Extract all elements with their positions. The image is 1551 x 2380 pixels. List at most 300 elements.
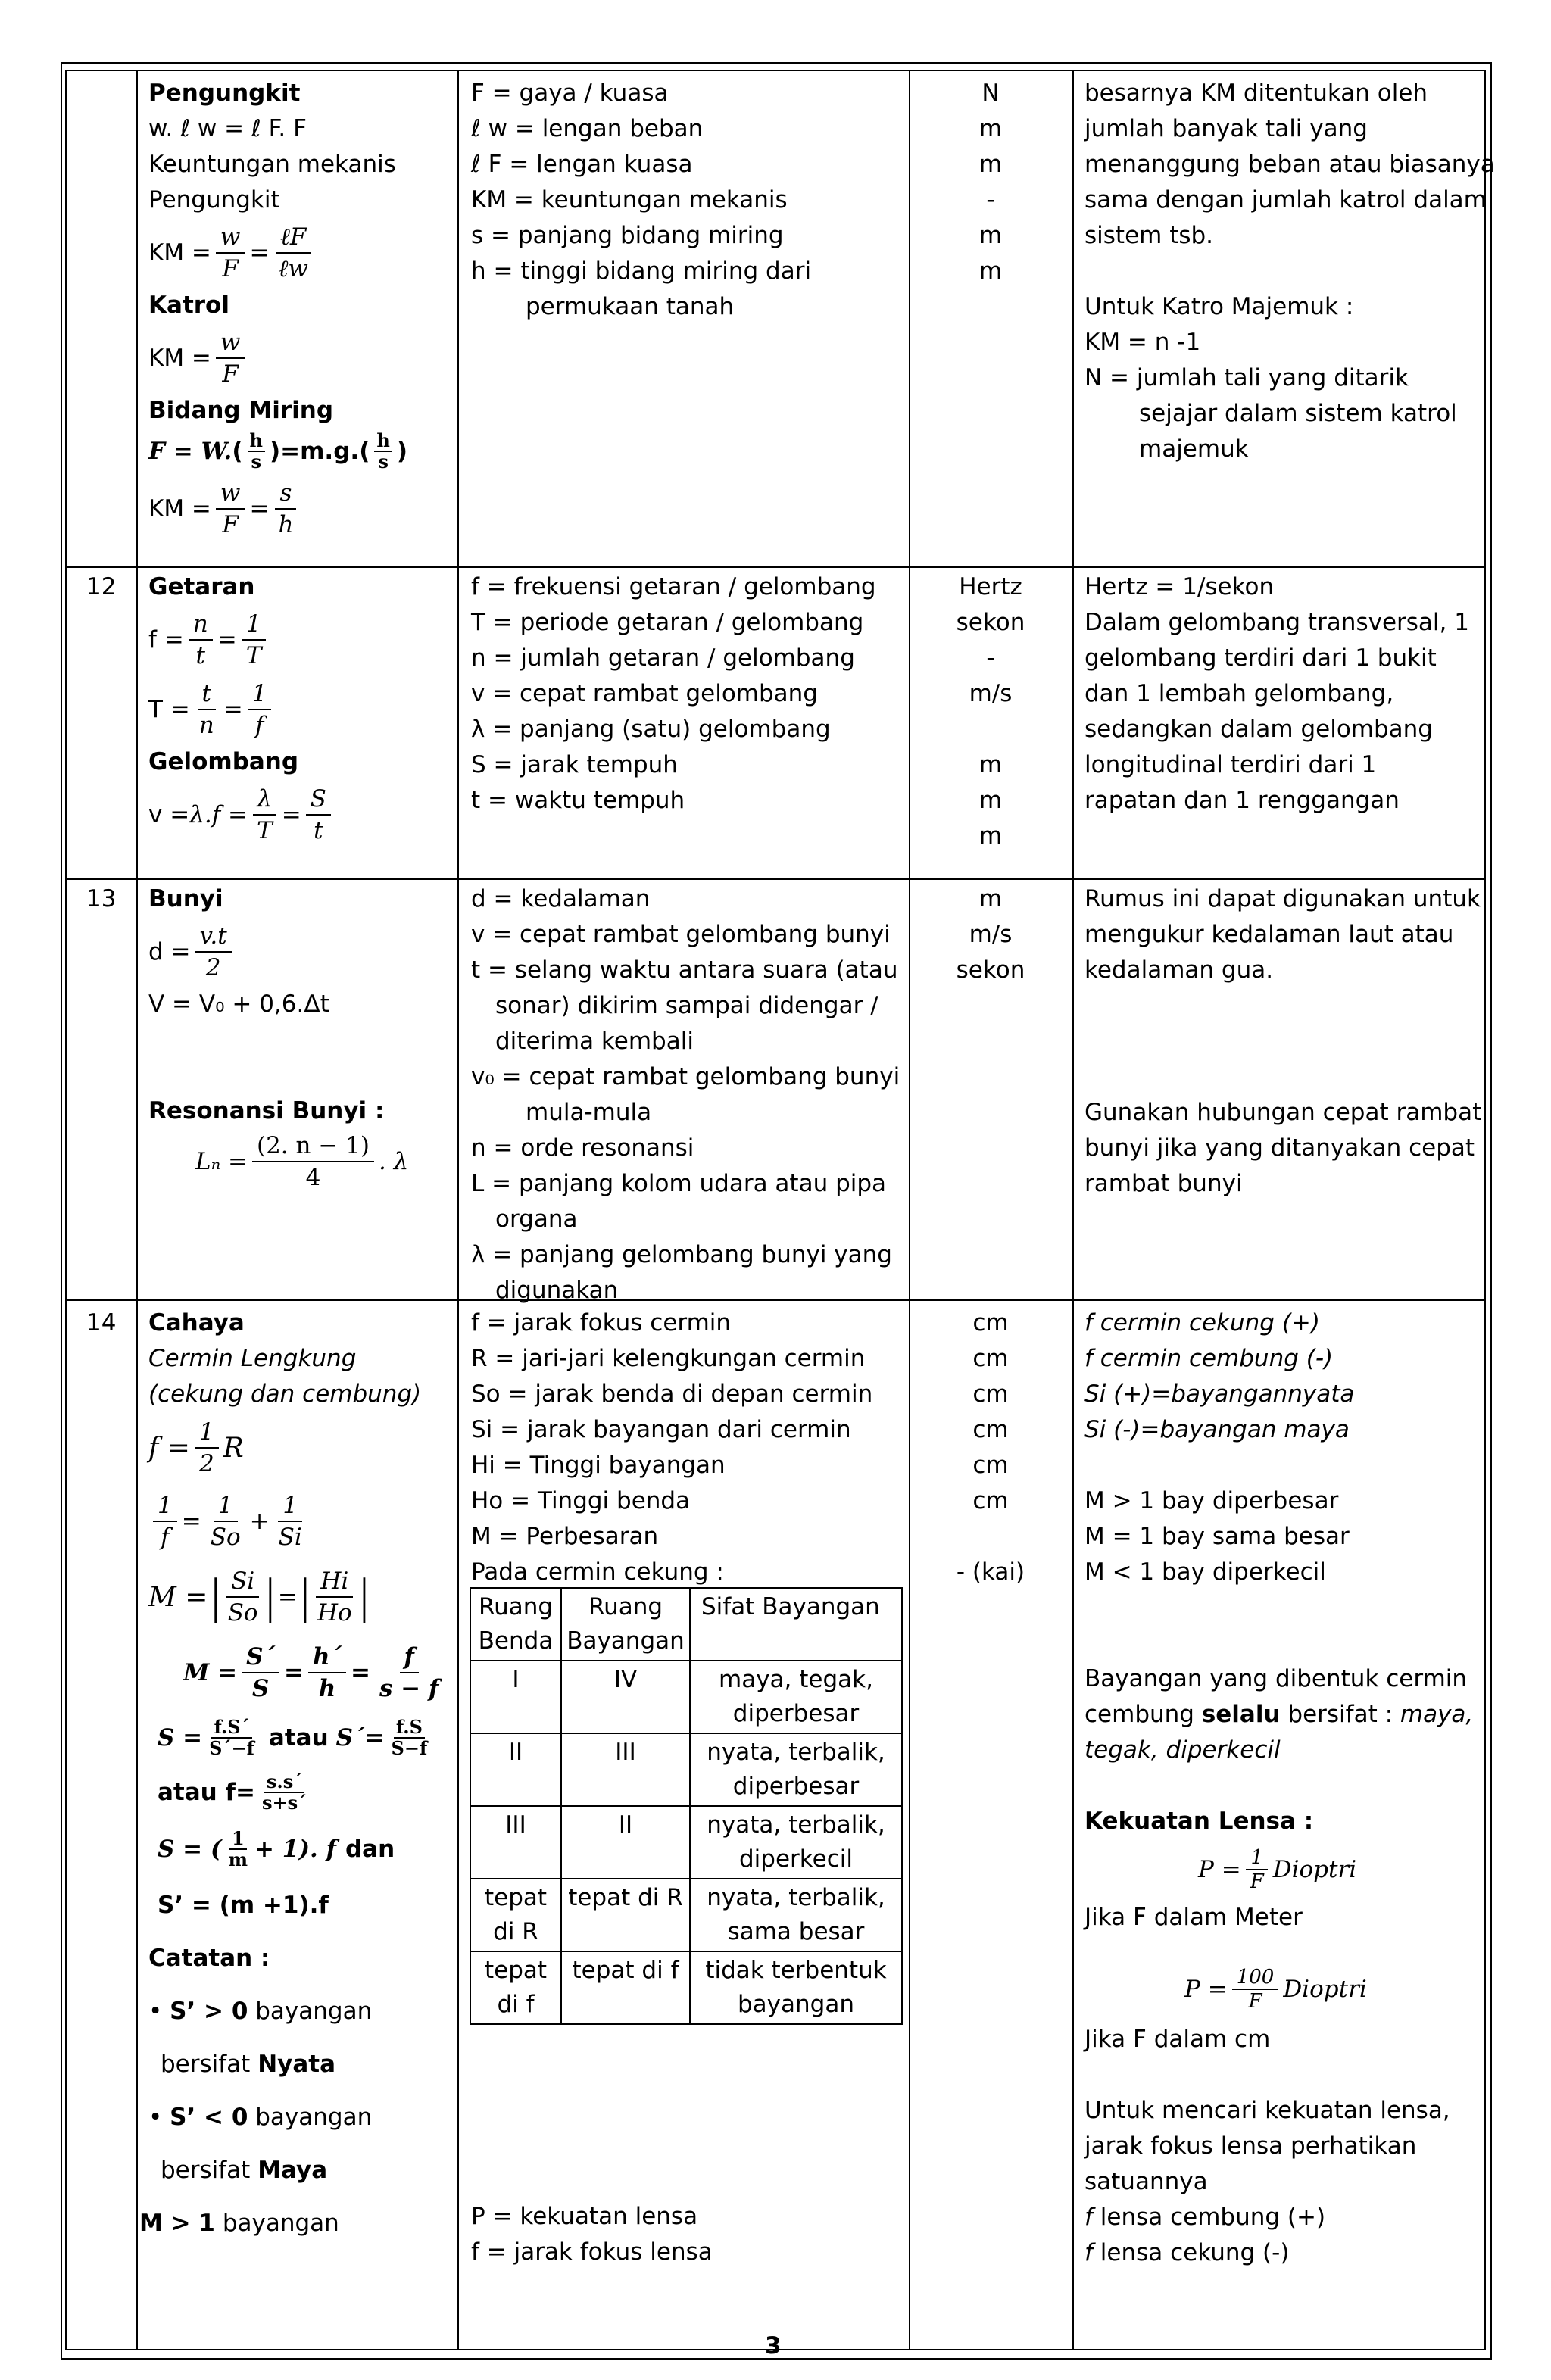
catatan-cond: M > 1 bbox=[139, 2210, 215, 2237]
catatan-text: bayangan bbox=[255, 2104, 373, 2131]
frac-den: T bbox=[257, 817, 273, 844]
row-number: 14 bbox=[86, 1309, 117, 1337]
p-unit: Dioptri bbox=[1272, 1855, 1357, 1883]
note-text: f bbox=[1084, 2239, 1093, 2266]
km-katrol-eq bbox=[148, 323, 407, 393]
description-line: d = kedalaman bbox=[471, 885, 651, 912]
table-cell: tepat di f bbox=[561, 1951, 690, 2024]
table-row bbox=[470, 1733, 902, 1806]
unit: m bbox=[978, 115, 1003, 142]
focal-from-s-eq bbox=[148, 1765, 448, 1820]
frac-den: s+s´ bbox=[261, 1792, 307, 1814]
frac-den: 2 bbox=[198, 1450, 214, 1477]
note-text: maya, bbox=[1400, 1701, 1474, 1728]
pengungkit-title: Pengungkit bbox=[148, 80, 301, 107]
description-line: mula-mula bbox=[526, 1099, 652, 1126]
note-line: Untuk mencari kekuatan lensa, bbox=[1084, 2097, 1450, 2124]
frac-num: w bbox=[216, 327, 245, 359]
note-line: Jika F dalam cm bbox=[1084, 2026, 1271, 2053]
frac-den: f bbox=[161, 1524, 170, 1551]
unit: - (kai) bbox=[956, 1558, 1025, 1586]
note-line: jarak fokus lensa perhatikan bbox=[1084, 2132, 1417, 2160]
note-line: Jika F dalam Meter bbox=[1084, 1904, 1303, 1931]
frac-den: h bbox=[318, 1675, 336, 1702]
getaran-title: Getaran bbox=[148, 573, 255, 600]
description-line: Hi = Tinggi bayangan bbox=[471, 1452, 726, 1479]
s-from-m-eq bbox=[148, 1820, 448, 1879]
description-line: f = jarak fokus cermin bbox=[471, 1309, 732, 1337]
focal-eq bbox=[148, 1412, 448, 1483]
frac-den: F bbox=[1248, 1990, 1262, 2013]
description-cell-cahaya bbox=[471, 1305, 872, 1590]
table-header: Sifat Bayangan bbox=[690, 1588, 902, 1661]
description-line: diterima kembali bbox=[495, 1028, 694, 1055]
unit: - bbox=[986, 644, 995, 672]
bunyi-title: Bunyi bbox=[148, 885, 223, 912]
cermin-subtitle: (cekung dan cembung) bbox=[148, 1380, 422, 1408]
description-line: T = periode getaran / gelombang bbox=[471, 609, 864, 636]
p-unit: Dioptri bbox=[1283, 1975, 1367, 2003]
col-divider bbox=[1072, 70, 1074, 2350]
catatan-text: bersifat bbox=[161, 2157, 251, 2184]
units-cell-cahaya bbox=[910, 1305, 1071, 1590]
frac-den: s bbox=[251, 451, 262, 473]
km-bidang-eq: KM = $\frac{w}{F}$ = $\frac{s}{h}$ bbox=[148, 474, 407, 544]
frac-num: 1 bbox=[195, 1417, 219, 1449]
description-line: L = panjang kolom udara atau pipa bbox=[471, 1170, 887, 1197]
frac-num: 1 bbox=[248, 678, 272, 710]
T-label: T = bbox=[148, 695, 190, 723]
note-line: Rumus ini dapat digunakan untuk bbox=[1084, 885, 1481, 912]
description-cell-pesawat bbox=[471, 76, 811, 325]
frac-den: S−f bbox=[391, 1737, 428, 1759]
description-line: t = waktu tempuh bbox=[471, 787, 685, 814]
frac-den: t bbox=[314, 817, 323, 844]
table-cell: maya, tegak, diperbesar bbox=[690, 1661, 902, 1733]
S-m-a: S = ( bbox=[158, 1835, 222, 1863]
note-line bbox=[1084, 1448, 1473, 1483]
note-line: Si (-)=bayangan maya bbox=[1084, 1416, 1350, 1443]
description-line: λ = panjang (satu) gelombang bbox=[471, 716, 831, 743]
frac-num: Hi bbox=[316, 1566, 353, 1598]
notes-cell-cahaya bbox=[1084, 1305, 1473, 2271]
frac-num: w bbox=[216, 478, 245, 510]
km-label: KM = bbox=[148, 239, 211, 267]
note-line: KM = n -1 bbox=[1084, 329, 1201, 356]
description-line: Pada cermin cekung : bbox=[471, 1558, 724, 1586]
note-line: bunyi jika yang ditanyakan cepat bbox=[1084, 1134, 1475, 1162]
note-line: N = jumlah tali yang ditarik bbox=[1084, 364, 1409, 391]
note-text: lensa cembung (+) bbox=[1092, 2204, 1326, 2231]
v-eq: v = λ.f = $\frac{\lambda}{T}$ = $\frac{S}{t}$ bbox=[148, 780, 335, 850]
frac-num: f.S bbox=[394, 1717, 425, 1739]
description-line: ℓ F = lengan kuasa bbox=[471, 151, 693, 178]
description-line: v = cepat rambat gelombang bunyi bbox=[471, 921, 891, 948]
frac-num: S´ bbox=[242, 1642, 279, 1673]
description-line: S = jarak tempuh bbox=[471, 751, 678, 778]
table-cell: I bbox=[470, 1661, 561, 1733]
notes-cell-pesawat bbox=[1084, 76, 1495, 467]
note-line: menanggung beban atau biasanya bbox=[1084, 151, 1495, 178]
frac-num: s bbox=[275, 478, 296, 510]
gelombang-title: Gelombang bbox=[148, 748, 299, 775]
f-eq: f = $\frac{n}{t}$ = $\frac{1}{T}$ bbox=[148, 605, 335, 675]
col-divider bbox=[909, 70, 910, 2350]
frac-num: f bbox=[400, 1642, 419, 1673]
unit: cm bbox=[972, 1452, 1009, 1479]
table-header: Ruang Bayangan bbox=[561, 1588, 690, 1661]
formula-cell-cahaya bbox=[139, 1305, 448, 2250]
unit: cm bbox=[972, 1487, 1009, 1514]
note-line: M < 1 bay diperkecil bbox=[1084, 1558, 1326, 1586]
frac-den: F bbox=[222, 255, 239, 282]
note-line: tegak, diperkecil bbox=[1084, 1736, 1281, 1764]
catatan-item bbox=[148, 1985, 448, 2038]
atau-text: atau bbox=[268, 1723, 329, 1751]
note-emph: selalu bbox=[1201, 1701, 1281, 1728]
bullet-icon: • bbox=[148, 1998, 163, 2025]
frac-den: F bbox=[1250, 1870, 1264, 1893]
resonansi-eq-b: . λ bbox=[378, 1147, 409, 1175]
f-eq-label: f = bbox=[148, 1432, 190, 1464]
table-cell: tepat di R bbox=[561, 1879, 690, 1951]
table-cell: II bbox=[561, 1806, 690, 1879]
formula-cell-pesawat bbox=[148, 76, 407, 544]
catatan-cond: S’ < 0 bbox=[170, 2104, 248, 2131]
unit: sekon bbox=[956, 609, 1025, 636]
frac-den: S bbox=[251, 1675, 270, 1702]
note-line: sejajar dalam sistem katrol bbox=[1139, 400, 1457, 427]
unit: m bbox=[978, 151, 1003, 178]
table-cell: II bbox=[470, 1733, 561, 1806]
frac-num: 100 bbox=[1232, 1966, 1279, 1990]
note-line: Gunakan hubungan cepat rambat bbox=[1084, 1099, 1482, 1126]
pengungkit-eq: w. ℓ w = ℓ F. F bbox=[148, 115, 307, 142]
frac-den: T bbox=[245, 642, 262, 669]
note-line: M = 1 bay sama besar bbox=[1084, 1523, 1350, 1550]
frac-num: n bbox=[189, 609, 213, 641]
note-line: jumlah banyak tali yang bbox=[1084, 115, 1368, 142]
frac-num: h´ bbox=[308, 1642, 346, 1673]
formula-cell-bunyi bbox=[148, 881, 408, 1194]
notes-cell-bunyi bbox=[1084, 881, 1481, 1202]
unit: m/s bbox=[969, 680, 1013, 707]
note-line: satuannya bbox=[1084, 2168, 1208, 2195]
catatan-text: bersifat bbox=[161, 2051, 251, 2078]
cahaya-title: Cahaya bbox=[148, 1309, 245, 1337]
table-header-row bbox=[470, 1588, 902, 1661]
frac-den: S´−f bbox=[209, 1737, 254, 1759]
table-cell: nyata, terbalik, diperbesar bbox=[690, 1733, 902, 1806]
note-line: M > 1 bay diperbesar bbox=[1084, 1487, 1339, 1514]
frac-num: s.s´ bbox=[264, 1772, 304, 1793]
note-line: majemuk bbox=[1139, 435, 1249, 463]
km-label: KM = bbox=[148, 344, 211, 372]
table-header: Ruang Benda bbox=[470, 1588, 561, 1661]
description-line: n = jumlah getaran / gelombang bbox=[471, 644, 855, 672]
km-pengungkit-eq: KM = $\frac{w}{F}$ = $\frac{\text{ℓF}}{\text{ℓw}}$ bbox=[148, 218, 407, 288]
note-line: rambat bunyi bbox=[1084, 1170, 1243, 1197]
description-cell-bunyi bbox=[471, 881, 900, 1309]
description-line: organa bbox=[495, 1206, 578, 1233]
description-line: v₀ = cepat rambat gelombang bunyi bbox=[471, 1063, 900, 1090]
note-line bbox=[1084, 2235, 1473, 2271]
bidang-eq-b: =m.g. bbox=[280, 437, 360, 465]
image-distance-eq bbox=[148, 1711, 448, 1765]
notes-cell-getaran bbox=[1084, 569, 1469, 819]
note-line: sedangkan dalam gelombang bbox=[1084, 716, 1433, 743]
frac-num: Si bbox=[226, 1566, 259, 1598]
catatan-text: bayangan bbox=[222, 2210, 339, 2237]
unit: m bbox=[978, 257, 1003, 285]
note-line: longitudinal terdiri dari 1 bbox=[1084, 751, 1377, 778]
units-cell-pesawat bbox=[910, 76, 1071, 289]
table-row bbox=[470, 1806, 902, 1879]
frac-den: 2 bbox=[205, 954, 221, 981]
frac-num: (2. n − 1) bbox=[252, 1131, 374, 1162]
col-divider bbox=[136, 70, 138, 2350]
frac-den: ℓw bbox=[278, 255, 308, 282]
S-eq-a: S = bbox=[158, 1723, 203, 1751]
note-line: sistem tsb. bbox=[1084, 222, 1214, 249]
frac-num: 1 bbox=[278, 1490, 302, 1522]
bidang-miring-eq: F = W. ( $\frac{h}{s}$ ) =m.g. ( $\frac{h}{s}$ ) bbox=[148, 429, 407, 473]
katrol-title: Katrol bbox=[148, 292, 229, 319]
frac-num: h bbox=[248, 431, 265, 452]
f-label: f = bbox=[148, 625, 184, 653]
description-line: So = jarak benda di depan cermin bbox=[471, 1380, 873, 1408]
table-row bbox=[470, 1951, 902, 2024]
note-line: Hertz = 1/sekon bbox=[1084, 573, 1275, 600]
description-line: M = Perbesaran bbox=[471, 1523, 659, 1550]
cermin-subtitle: Cermin Lengkung bbox=[148, 1345, 357, 1372]
table-cell: tepat di R bbox=[470, 1879, 561, 1951]
S-m-b: + 1). f bbox=[254, 1835, 336, 1863]
row-number: 12 bbox=[86, 573, 117, 600]
description-line: t = selang waktu antara suara (atau bbox=[471, 956, 898, 984]
unit: m bbox=[978, 822, 1003, 850]
catatan-cond: S’ > 0 bbox=[170, 1998, 248, 2025]
v-eq-text: λ.f = bbox=[189, 800, 248, 828]
resonansi-title: Resonansi Bunyi : bbox=[148, 1097, 385, 1124]
description-line: F = gaya / kuasa bbox=[471, 80, 669, 107]
keuntungan-text: Pengungkit bbox=[148, 186, 280, 214]
unit bbox=[910, 1519, 1071, 1555]
row-divider bbox=[65, 566, 1486, 568]
unit: - bbox=[986, 186, 995, 214]
d-label: d = bbox=[148, 937, 191, 965]
description-line: s = panjang bidang miring bbox=[471, 222, 784, 249]
frac-num: 1 bbox=[242, 609, 266, 641]
dan-text: dan bbox=[345, 1835, 395, 1863]
frac-num: 1 bbox=[153, 1490, 177, 1522]
bidang-miring-title: Bidang Miring bbox=[148, 397, 334, 424]
catatan-text: bayangan bbox=[255, 1998, 373, 2025]
description-line: n = orde resonansi bbox=[471, 1134, 694, 1162]
T-eq: T = $\frac{t}{n}$ = $\frac{1}{f}$ bbox=[148, 675, 335, 744]
mirror-eq: $\frac{1}{f}$ = $\frac{1}{So}$ + $\frac{1}{Si}$ bbox=[148, 1483, 448, 1559]
d-eq bbox=[148, 917, 408, 987]
v-eq: V = V₀ + 0,6.Δt bbox=[148, 990, 329, 1018]
frac-den: Ho bbox=[317, 1599, 352, 1627]
frac-num: ℓF bbox=[276, 222, 311, 254]
frac-den: 4 bbox=[305, 1164, 321, 1191]
frac-num: w bbox=[216, 222, 245, 254]
table-row bbox=[470, 1879, 902, 1951]
description-line: digunakan bbox=[495, 1277, 619, 1304]
description-line: Si = jarak bayangan dari cermin bbox=[471, 1416, 851, 1443]
row-divider bbox=[65, 878, 1486, 880]
note-line bbox=[1084, 1697, 1473, 1733]
units-cell-bunyi bbox=[910, 881, 1071, 988]
description-line: Ho = Tinggi benda bbox=[471, 1487, 691, 1514]
frac-den: So bbox=[227, 1599, 258, 1627]
unit: m bbox=[978, 222, 1003, 249]
table-cell: III bbox=[561, 1733, 690, 1806]
table-cell: IV bbox=[561, 1661, 690, 1733]
description-cell-lensa bbox=[471, 2199, 713, 2270]
description-line: h = tinggi bidang miring dari bbox=[471, 257, 812, 285]
atau-f-text: atau f= bbox=[158, 1778, 255, 1806]
frac-num: 1 bbox=[214, 1490, 238, 1522]
note-line: mengukur kedalaman laut atau bbox=[1084, 921, 1454, 948]
unit: cm bbox=[972, 1416, 1009, 1443]
unit: m bbox=[978, 885, 1003, 912]
bullet-icon: • bbox=[148, 2104, 163, 2131]
table-cell: III bbox=[470, 1806, 561, 1879]
col-divider bbox=[457, 70, 459, 2350]
frac-num: S bbox=[306, 784, 331, 816]
formula-cell-getaran bbox=[148, 569, 335, 850]
unit: m bbox=[978, 787, 1003, 814]
note-text: f bbox=[1084, 2204, 1093, 2231]
note-line: f cermin cekung (+) bbox=[1084, 1309, 1320, 1337]
description-line: f = frekuensi getaran / gelombang bbox=[471, 573, 876, 600]
frac-den: So bbox=[210, 1524, 241, 1551]
frac-num: v.t bbox=[195, 921, 232, 953]
description-line: P = kekuatan lensa bbox=[471, 2203, 698, 2230]
description-line: KM = keuntungan mekanis bbox=[471, 186, 788, 214]
unit: N bbox=[981, 80, 1000, 107]
catatan-item bbox=[148, 2038, 448, 2091]
catatan-result: Nyata bbox=[257, 2051, 335, 2078]
note-line: dan 1 lembah gelombang, bbox=[1084, 680, 1394, 707]
frac-den: Si bbox=[278, 1524, 302, 1551]
note-line: Bayangan yang dibentuk cermin bbox=[1084, 1665, 1468, 1692]
frac-den: s − f bbox=[379, 1675, 439, 1702]
unit: Hertz bbox=[959, 573, 1022, 600]
note-line: Si (+)=bayangannyata bbox=[1084, 1380, 1355, 1408]
catatan-item bbox=[148, 2091, 448, 2144]
description-line: permukaan tanah bbox=[526, 293, 735, 320]
km-label: KM = bbox=[148, 494, 211, 522]
note-line: kedalaman gua. bbox=[1084, 956, 1274, 984]
note-line: besarnya KM ditentukan oleh bbox=[1084, 80, 1428, 107]
table-cell: tepat di f bbox=[470, 1951, 561, 2024]
frac-den: F bbox=[222, 360, 239, 388]
units-cell-getaran bbox=[910, 569, 1071, 854]
frac-den: F bbox=[222, 511, 239, 538]
catatan-item bbox=[148, 2144, 448, 2197]
M-label: M = bbox=[148, 1581, 208, 1613]
table-cell: nyata, terbalik, sama besar bbox=[690, 1879, 902, 1951]
description-line: ℓ w = lengan beban bbox=[471, 115, 704, 142]
frac-num: 1 bbox=[1246, 1846, 1268, 1870]
table-cell: tidak terbentuk bayangan bbox=[690, 1951, 902, 2024]
unit: cm bbox=[972, 1345, 1009, 1372]
description-line: R = jari-jari kelengkungan cermin bbox=[471, 1345, 866, 1372]
note-line bbox=[1084, 254, 1495, 289]
catatan-title: Catatan : bbox=[148, 1945, 270, 1972]
frac-den: n bbox=[198, 712, 214, 739]
description-line: sonar) dikirim sampai didengar / bbox=[495, 992, 878, 1019]
note-line: f cermin cembung (-) bbox=[1084, 1345, 1334, 1372]
power-eq-cm bbox=[1084, 1957, 1473, 2022]
magnification-eq-bold: M = $\frac{S´}{S}$ = $\frac{h´}{h}$ = $\frac{f}{s - f}$ bbox=[148, 1635, 448, 1711]
catatan-item bbox=[139, 2197, 448, 2250]
description-line: λ = panjang gelombang bunyi yang bbox=[471, 1241, 892, 1268]
note-line: Untuk Katro Majemuk : bbox=[1084, 293, 1354, 320]
description-line: v = cepat rambat gelombang bbox=[471, 680, 818, 707]
row-number: 13 bbox=[86, 885, 117, 912]
resonansi-eq-a: Lₙ = bbox=[195, 1147, 248, 1175]
magnification-eq: M = | $\frac{Si}{So}$ | = | $\frac{Hi}{Ho}$ | bbox=[148, 1567, 372, 1627]
f-eq-R: R bbox=[223, 1432, 244, 1464]
note-line: gelombang terdiri dari 1 bukit bbox=[1084, 644, 1437, 672]
description-line: f = jarak fokus lensa bbox=[471, 2238, 713, 2266]
unit: m/s bbox=[969, 921, 1013, 948]
page-number: 3 bbox=[765, 2332, 782, 2360]
ruang-bayangan-table bbox=[470, 1587, 903, 2025]
unit bbox=[910, 712, 1071, 747]
unit: m bbox=[978, 751, 1003, 778]
note-text: lensa cekung (-) bbox=[1092, 2239, 1290, 2266]
description-cell-getaran bbox=[471, 569, 876, 819]
frac-den: s bbox=[378, 451, 389, 473]
frac-den: h bbox=[278, 511, 294, 538]
frac-num: λ bbox=[253, 784, 277, 816]
table-row bbox=[470, 1661, 902, 1733]
frac-den: t bbox=[195, 642, 205, 669]
S-eq-b: S´= bbox=[335, 1723, 385, 1751]
note-line: sama dengan jumlah katrol dalam bbox=[1084, 186, 1487, 214]
bidang-eq-a: F = W. bbox=[148, 437, 232, 465]
frac-den: f bbox=[254, 712, 264, 739]
note-line: Dalam gelombang transversal, 1 bbox=[1084, 609, 1469, 636]
note-line bbox=[1084, 2200, 1473, 2235]
catatan-result: Maya bbox=[257, 2157, 328, 2184]
v-label: v = bbox=[148, 800, 190, 828]
table-cell: nyata, terbalik, diperkecil bbox=[690, 1806, 902, 1879]
keuntungan-text: Keuntungan mekanis bbox=[148, 151, 396, 178]
kekuatan-lensa-title: Kekuatan Lensa : bbox=[1084, 1808, 1314, 1835]
frac-num: 1 bbox=[229, 1829, 247, 1850]
frac-num: f.S´ bbox=[211, 1717, 251, 1739]
note-text: bersifat : bbox=[1280, 1701, 1400, 1728]
power-eq-meter bbox=[1084, 1839, 1473, 1900]
note-line: rapatan dan 1 renggangan bbox=[1084, 787, 1400, 814]
frac-num: h bbox=[374, 431, 392, 452]
frac-num: t bbox=[198, 678, 216, 710]
unit: cm bbox=[972, 1309, 1009, 1337]
note-text: cembung bbox=[1084, 1701, 1202, 1728]
resonansi-eq bbox=[148, 1129, 408, 1194]
s-prime-eq: S’ = (m +1).f bbox=[158, 1892, 329, 1919]
unit: cm bbox=[972, 1380, 1009, 1408]
p-label: P = bbox=[1184, 1975, 1228, 2003]
unit: sekon bbox=[956, 956, 1025, 984]
frac-den: m bbox=[228, 1848, 248, 1870]
